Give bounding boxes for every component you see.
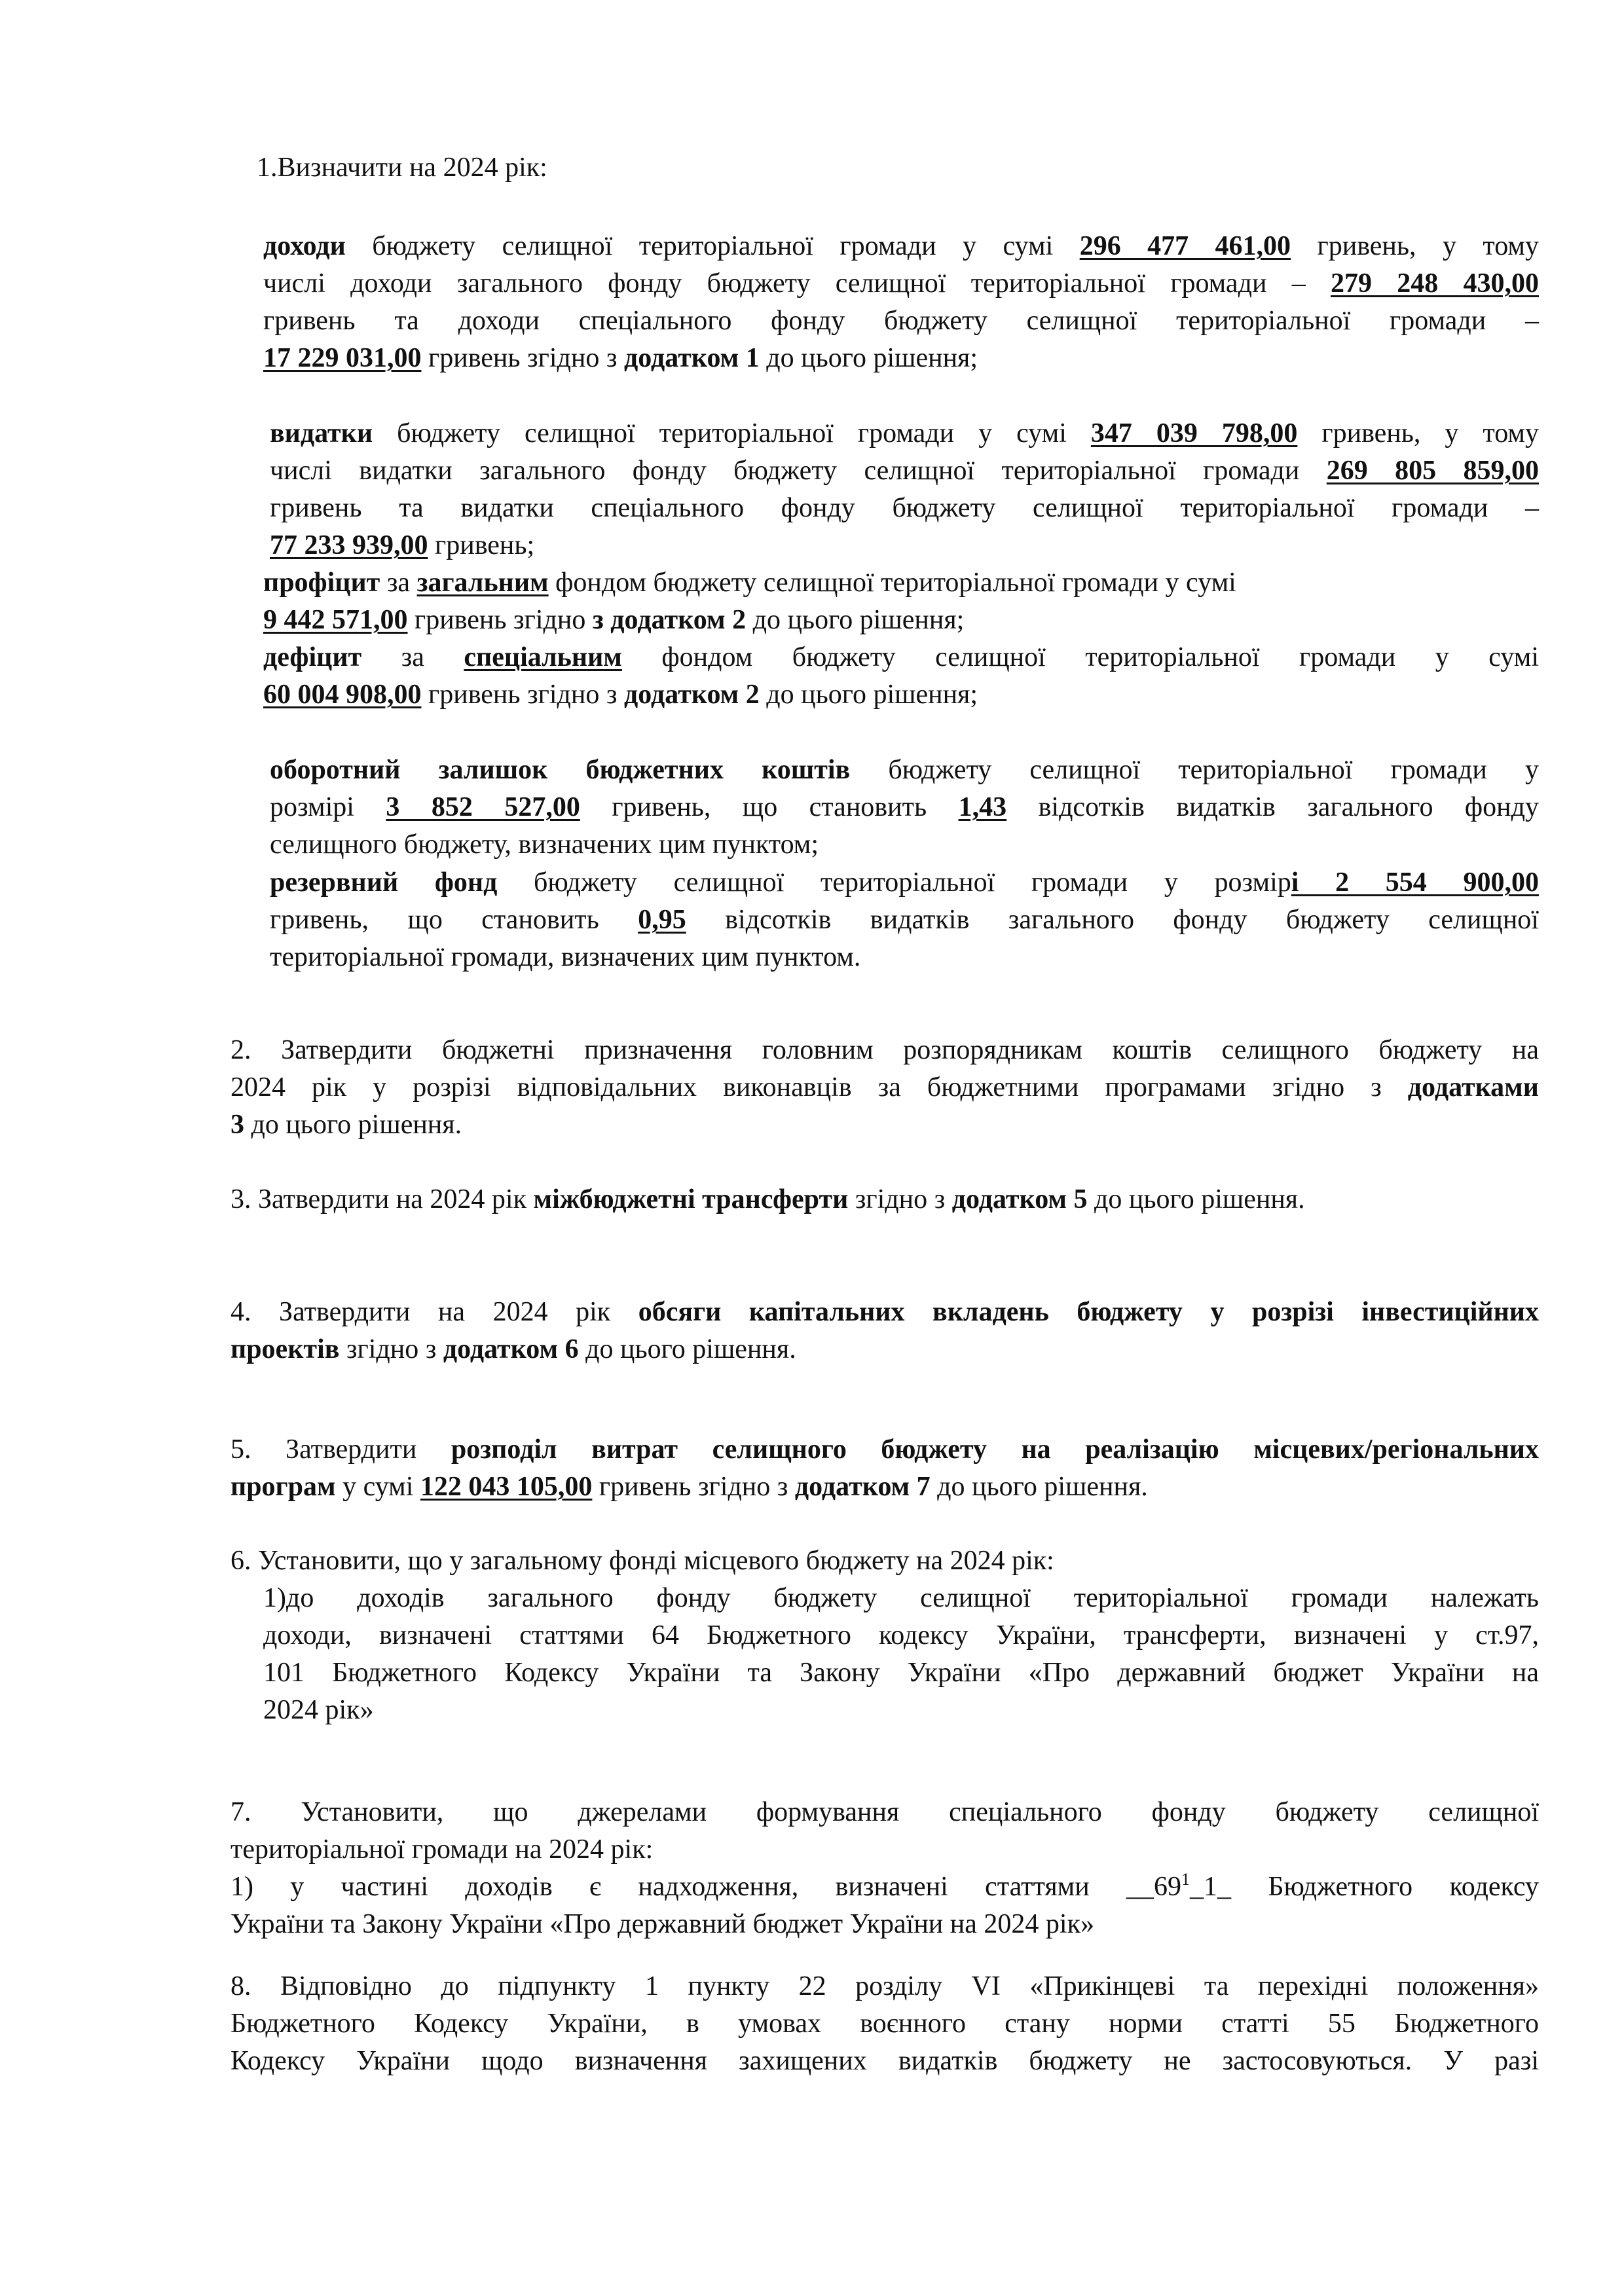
surplus-text-2: фондом бюджету селищної територіальної громади у сумі [548, 568, 1236, 598]
deficit-text-4: до цього рішення; [759, 680, 978, 710]
item-4-text-1: 4. Затвердити на 2024 рік [231, 1297, 638, 1327]
item-5-text-2: у сумі [335, 1472, 420, 1502]
surplus-keyword: профіцит [263, 568, 380, 598]
item-5-line-2 [231, 1468, 1539, 1506]
balance-text-4: відсотків видатків загального фонду [1006, 792, 1539, 822]
expenses-general-sum: 269 805 859,00 [1326, 456, 1539, 486]
deficit-text-3: гривень згідно з [421, 680, 624, 710]
item-1-deficit-paragraph [263, 639, 1539, 714]
surplus-fund: загальним [416, 568, 549, 598]
item-4-annex: додатком 6 [443, 1334, 579, 1364]
expenses-line-4 [270, 527, 1539, 564]
income-line-1 [263, 228, 1539, 265]
item-7-superscript: 1 [1181, 1870, 1190, 1889]
balance-line-2 [270, 789, 1539, 826]
income-annex: додатком 1 [623, 343, 760, 373]
item-8-line-1: 8. Відповідно до підпункту 1 пункту 22 розділу VI «Прикінцеві та перехідні положення» [231, 1971, 1539, 2001]
item-8-line-3: Кодексу України щодо визначення захищених видатків бюджету не застосовуються. У разі [231, 2046, 1539, 2076]
balance-line-1 [270, 752, 1539, 789]
item-2-text-1: 2024 рік у розрізі відповідальних виконавців за бюджетними програмами згідно з [231, 1072, 1408, 1102]
income-line-2 [263, 265, 1539, 302]
income-line-3: гривень та доходи спеціального фонду бюджету селищної територіальної громади – [263, 306, 1539, 336]
item-6-subitem-1 [263, 1580, 1539, 1729]
item-2-annex-b: 3 [231, 1110, 244, 1140]
item-7-paragraph [231, 1794, 1539, 1943]
item-6-line-1: 6. Установити, що у загальному фонді місцевого бюджету на 2024 рік: [231, 1546, 1054, 1576]
expenses-total-sum: 347 039 798,00 [1090, 418, 1298, 448]
item-6-sub-line-4: 2024 рік» [263, 1695, 374, 1725]
reserve-line-1 [270, 864, 1539, 902]
income-general-sum: 279 248 430,00 [1330, 268, 1540, 299]
item-3-paragraph [231, 1181, 1539, 1218]
balance-keyword: оборотний залишок бюджетних коштів [270, 755, 851, 785]
reserve-keyword: резервний фонд [270, 867, 498, 898]
income-keyword: доходи [263, 231, 346, 261]
item-5-paragraph [231, 1431, 1539, 1506]
reserve-text-3: відсотків видатків загального фонду бюджету селищної [686, 905, 1539, 935]
item-7-text-3: Бюджетного кодексу [1231, 1872, 1540, 1902]
item-5-line-1 [231, 1431, 1539, 1468]
item-7-line-2: територіальної громади на 2024 рік: [231, 1834, 654, 1865]
surplus-line-1 [263, 564, 1539, 602]
item-5-text-1: 5. Затвердити [231, 1434, 451, 1465]
surplus-line-2 [263, 602, 1539, 639]
item-1-balance-paragraph [270, 752, 1539, 864]
deficit-line-2 [263, 676, 1539, 714]
expenses-line-1 [270, 415, 1539, 452]
item-3-annex: додатком 5 [951, 1184, 1088, 1214]
item-5-keyword-1: розподіл витрат селищного бюджету на реалізацію місцевих/регіональних [451, 1434, 1539, 1465]
item-1-reserve-paragraph [270, 864, 1539, 976]
expenses-text-3: числі видатки загального фонду бюджету селищної територіальної громади [270, 456, 1327, 486]
item-3-keyword: міжбюджетні трансферти [533, 1184, 849, 1214]
item-4-paragraph [231, 1294, 1539, 1368]
income-text-5: до цього рішення; [759, 343, 978, 373]
income-text-1: бюджету селищної територіальної громади у сумі [345, 231, 1080, 261]
expenses-text-4: гривень; [428, 530, 535, 560]
item-1-income-paragraph [263, 228, 1539, 377]
balance-text-3: гривень, що становить [580, 792, 959, 822]
income-special-sum: 17 229 031,00 [263, 343, 422, 373]
balance-sum: 3 852 527,00 [386, 792, 580, 822]
item-3-text-1: 3. Затвердити на 2024 рік [231, 1184, 534, 1214]
income-line-4 [263, 340, 1539, 377]
expenses-line-3: гривень та видатки спеціального фонду бюджету селищної територіальної громади – [270, 493, 1539, 523]
item-3-text-3: до цього рішення. [1087, 1184, 1305, 1214]
item-7-line-1: 7. Установити, що джерелами формування спеціального фонду бюджету селищної [231, 1797, 1539, 1827]
balance-percent: 1,43 [958, 792, 1007, 822]
item-2-annex-a: додатками [1407, 1072, 1539, 1102]
item-4-keyword-1: обсяги капітальних вкладень бюджету у розрізі інвестиційних [638, 1297, 1540, 1327]
balance-text-2: розмірі [270, 792, 386, 822]
item-1-heading [257, 149, 1540, 187]
item-4-line-1 [231, 1294, 1539, 1331]
item-4-text-2: згідно з [339, 1334, 443, 1364]
item-8-paragraph [231, 1968, 1539, 2080]
deficit-text-1: за [361, 642, 464, 672]
income-text-4: гривень згідно з [421, 343, 624, 373]
income-text-3: числі доходи загального фонду бюджету селищної територіальної громади – [263, 268, 1331, 299]
item-5-keyword-2: програм [231, 1472, 336, 1502]
reserve-sum: і 2 554 900,00 [1291, 867, 1539, 898]
balance-line-3: селищного бюджету, визначених цим пунктом; [270, 829, 819, 860]
item-1-expenses-paragraph [270, 415, 1539, 564]
item-1-heading-text: 1.Визначити на 2024 рік: [257, 153, 547, 183]
item-2-line-3 [231, 1106, 1539, 1144]
deficit-sum: 60 004 908,00 [263, 680, 422, 710]
deficit-fund: спеціальним [464, 642, 622, 672]
deficit-text-2: фондом бюджету селищної територіальної громади у сумі [621, 642, 1539, 672]
deficit-keyword: дефіцит [263, 642, 362, 672]
expenses-keyword: видатки [270, 418, 373, 448]
item-3-text-2: згідно з [848, 1184, 952, 1214]
item-4-text-3: до цього рішення. [578, 1334, 796, 1364]
surplus-text-4: до цього рішення; [746, 605, 965, 635]
expenses-text-2: гривень, у тому [1297, 418, 1540, 448]
item-6-heading [231, 1542, 1539, 1580]
deficit-line-1 [263, 639, 1539, 676]
item-2-line-2 [231, 1069, 1539, 1106]
item-2-text-2: до цього рішення. [244, 1110, 462, 1140]
item-7-text-2: _1_ [1190, 1872, 1232, 1902]
reserve-line-3: територіальної громади, визначених цим пунктом. [270, 942, 861, 972]
income-text-2: гривень, у тому [1291, 231, 1540, 261]
item-4-line-2 [231, 1331, 1539, 1368]
item-4-keyword-2: проектів [231, 1334, 340, 1364]
deficit-annex: додатком 2 [623, 680, 760, 710]
item-5-text-4: до цього рішення. [930, 1472, 1148, 1502]
surplus-text-3: гривень згідно [407, 605, 593, 635]
income-total-sum: 296 477 461,00 [1079, 231, 1291, 261]
item-2-line-1: 2. Затвердити бюджетні призначення головним розпорядникам коштів селищного бюджету на [231, 1035, 1539, 1065]
item-5-sum: 122 043 105,00 [420, 1472, 593, 1502]
item-3-line-1 [231, 1181, 1539, 1218]
item-2-paragraph [231, 1032, 1539, 1144]
reserve-text-2: гривень, що становить [270, 905, 638, 935]
reserve-text-1: бюджету селищної територіальної громади у розмір [497, 867, 1291, 898]
item-7-line-3 [231, 1868, 1539, 1906]
item-6-sub-line-2: доходи, визначені статтями 64 Бюджетного кодексу України, трансферти, визначені у ст.97, [263, 1620, 1539, 1650]
item-5-text-3: гривень згідно з [592, 1472, 795, 1502]
item-5-annex: додатком 7 [794, 1472, 931, 1502]
item-7-text-1: 1) у частині доходів є надходження, визначені статтями __69 [231, 1872, 1182, 1902]
balance-text-1: бюджету селищної територіальної громади у [850, 755, 1539, 785]
item-8-line-2: Бюджетного Кодексу України, в умовах воєнного стану норми статті 55 Бюджетного [231, 2009, 1539, 2039]
item-7-line-4: України та Закону України «Про державний бюджет України на 2024 рік» [231, 1909, 1094, 1939]
reserve-percent: 0,95 [638, 905, 686, 935]
item-1-surplus-paragraph [263, 564, 1539, 639]
expenses-text-1: бюджету селищної територіальної громади у сумі [373, 418, 1091, 448]
item-6-sub-line-3: 101 Бюджетного Кодексу України та Закону України «Про державний бюджет України на [263, 1658, 1539, 1688]
expenses-line-2 [270, 452, 1539, 490]
surplus-sum: 9 442 571,00 [263, 605, 408, 635]
surplus-text-1: за [380, 568, 417, 598]
expenses-special-sum: 77 233 939,00 [270, 530, 428, 560]
reserve-line-2 [270, 902, 1539, 939]
item-6-sub-line-1: 1)до доходів загального фонду бюджету селищної територіальної громади належать [263, 1583, 1539, 1613]
surplus-annex: з додатком 2 [592, 605, 747, 635]
